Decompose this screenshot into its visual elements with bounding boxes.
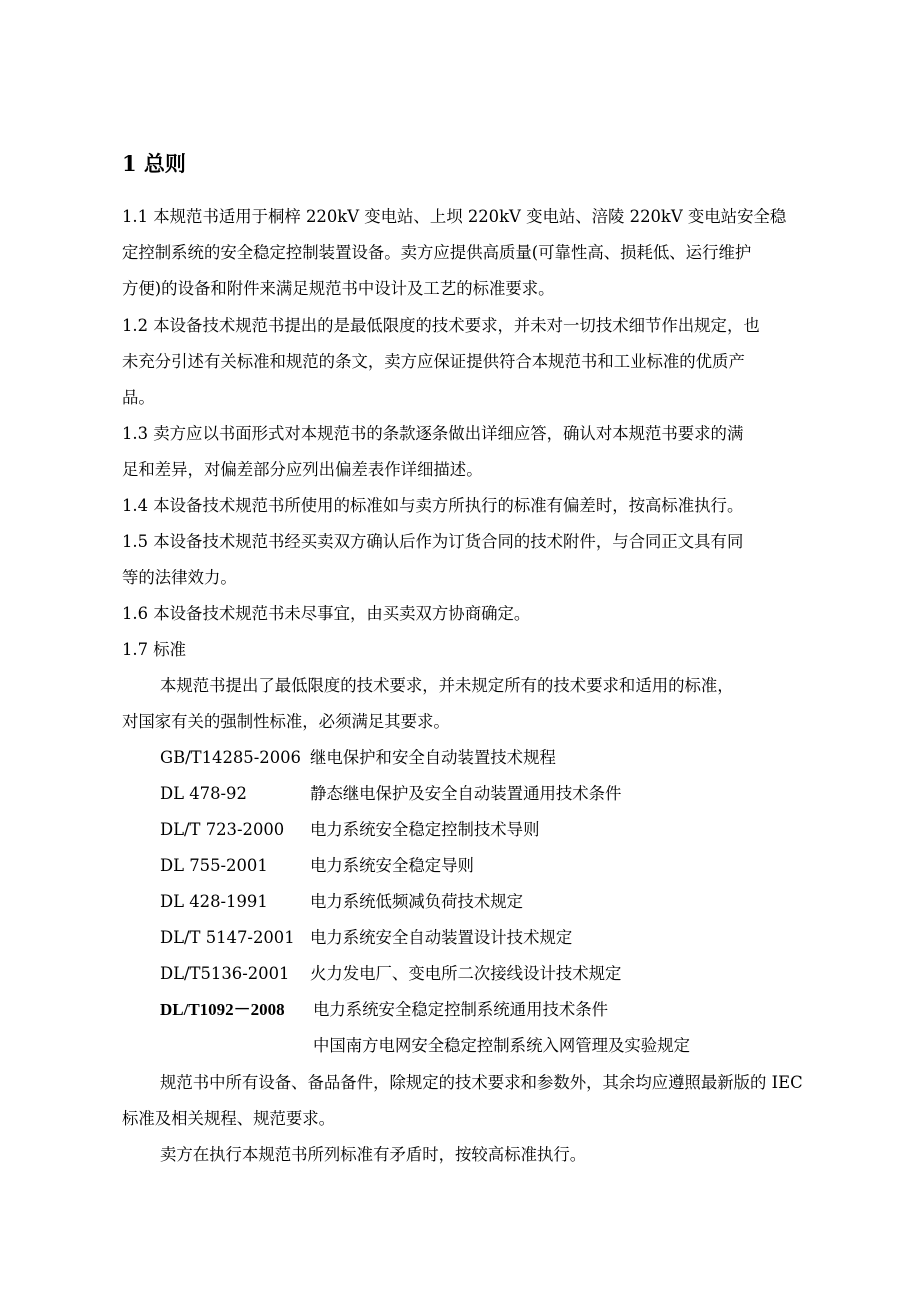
paragraph-1-7-title: 1.7 标准 <box>122 640 187 659</box>
standard-code-8: DL/T1092－2008 <box>160 1000 285 1019</box>
paragraph-1-5-line-2: 等的法律效力。 <box>122 568 237 587</box>
standard-desc-6: 电力系统安全自动装置设计技术规定 <box>310 928 573 947</box>
paragraph-1-1-line-2: 定控制系统的安全稳定控制装置设备。卖方应提供高质量(可靠性高、损耗低、运行维护 <box>122 243 752 262</box>
standard-desc-5: 电力系统低频减负荷技术规定 <box>310 892 524 911</box>
paragraph-1-5-line-1: 1.5 本设备技术规范书经买卖双方确认后作为订货合同的技术附件，与合同正文具有同 <box>122 532 744 551</box>
paragraph-1-2-line-1: 1.2 本设备技术规范书提出的是最低限度的技术要求，并未对一切技术细节作出规定，也 <box>122 316 760 335</box>
standard-code-7: DL/T5136-2001 <box>160 964 290 983</box>
paragraph-1-7-intro-line-2: 对国家有关的强制性标准，必须满足其要求。 <box>122 712 450 731</box>
standard-desc-4: 电力系统安全稳定导则 <box>310 856 474 875</box>
closing-equipment-line-2: 标准及相关规程、规范要求。 <box>122 1109 336 1128</box>
standard-desc-9: 中国南方电网安全稳定控制系统入网管理及实验规定 <box>313 1036 690 1055</box>
paragraph-1-7-intro-line-1: 本规范书提出了最低限度的技术要求，并未规定所有的技术要求和适用的标准， <box>160 676 734 695</box>
standard-code-5: DL 428-1991 <box>160 892 268 911</box>
standard-desc-8: 电力系统安全稳定控制系统通用技术条件 <box>313 1000 609 1019</box>
paragraph-1-1-line-3: 方便)的设备和附件来满足规范书中设计及工艺的标准要求。 <box>122 279 555 298</box>
standard-code-4: DL 755-2001 <box>160 856 268 875</box>
standard-code-2: DL 478-92 <box>160 784 247 803</box>
paragraph-1-2-line-2: 未充分引述有关标准和规范的条文，卖方应保证提供符合本规范书和工业标准的优质产 <box>122 352 745 371</box>
standard-code-1: GB/T14285-2006 <box>160 748 301 767</box>
standard-code-6: DL/T 5147-2001 <box>160 928 295 947</box>
paragraph-1-1-line-1: 1.1 本规范书适用于桐梓 220kV 变电站、上坝 220kV 变电站、涪陵 220kV 变电站安全稳 <box>122 207 787 226</box>
standard-desc-1: 继电保护和安全自动装置技术规程 <box>310 748 556 767</box>
standard-desc-3: 电力系统安全稳定控制技术导则 <box>310 820 540 839</box>
paragraph-1-6-line-1: 1.6 本设备技术规范书未尽事宜，由买卖双方协商确定。 <box>122 604 531 623</box>
closing-equipment-line-1: 规范书中所有设备、备品备件，除规定的技术要求和参数外，其余均应遵照最新版的 IEC <box>160 1073 803 1092</box>
standard-desc-7: 火力发电厂、变电所二次接线设计技术规定 <box>310 964 622 983</box>
section-heading: 1 总则 <box>122 151 186 176</box>
closing-conflict-line-1: 卖方在执行本规范书所列标准有矛盾时，按较高标准执行。 <box>160 1145 587 1164</box>
paragraph-1-2-line-3: 品。 <box>122 388 155 407</box>
paragraph-1-3-line-1: 1.3 卖方应以书面形式对本规范书的条款逐条做出详细应答，确认对本规范书要求的满 <box>122 424 744 443</box>
paragraph-1-3-line-2: 足和差异，对偏差部分应列出偏差表作详细描述。 <box>122 460 483 479</box>
standard-desc-2: 静态继电保护及安全自动装置通用技术条件 <box>310 784 622 803</box>
paragraph-1-4-line-1: 1.4 本设备技术规范书所使用的标准如与卖方所执行的标准有偏差时，按高标准执行。 <box>122 496 744 515</box>
standard-code-3: DL/T 723-2000 <box>160 820 285 839</box>
